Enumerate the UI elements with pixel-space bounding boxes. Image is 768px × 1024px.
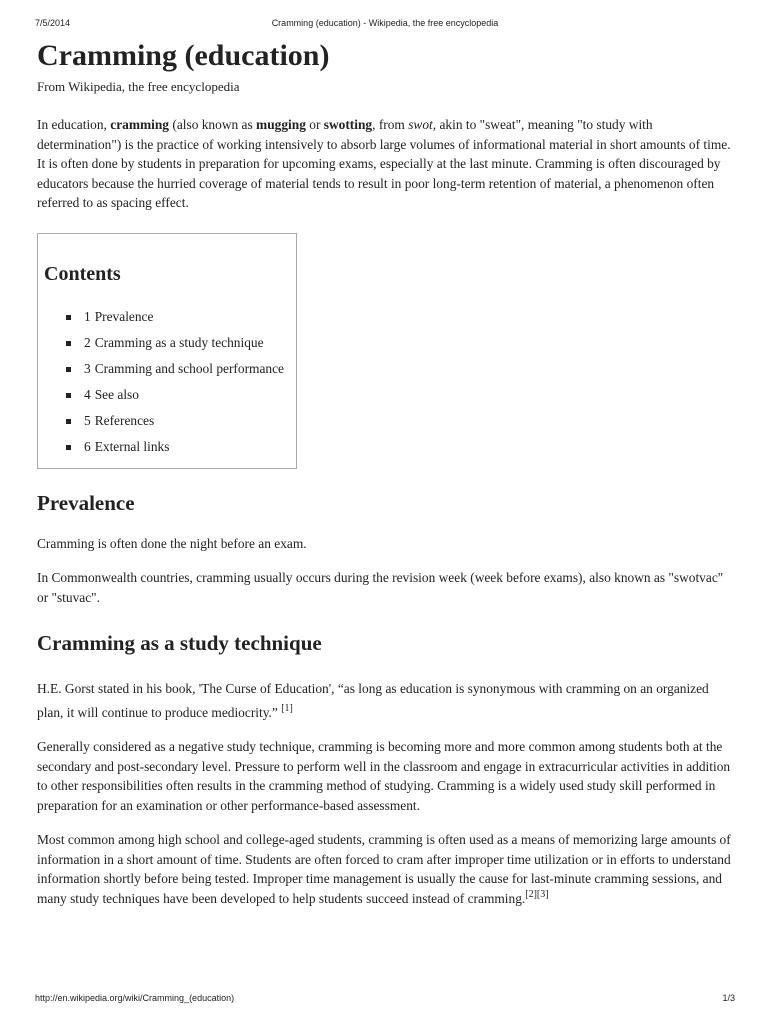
table-of-contents <box>37 233 297 469</box>
prevalence-paragraph-2: In Commonwealth countries, cramming usually occurs during the revision week (week before exams), also known as "swotvac" or "stuvac". <box>37 570 724 605</box>
bullet-icon <box>66 367 71 372</box>
toc-item[interactable] <box>64 304 296 330</box>
print-url: http://en.wikipedia.org/wiki/Cramming_(education) <box>35 993 235 1003</box>
intro-paragraph <box>37 115 732 213</box>
study-technique-paragraph-2: Generally considered as a negative study technique, cramming is becoming more and more common among students both at the secondary and post-secondary level. Pressure to perform well in the classroom and engage in extracurricular activities in addition to other responsibilities often results in the cramming method of studying. Cramming is a widely used study skill performed in preparation for an examination or other performance-based assessment. <box>37 739 731 813</box>
toc-item-number: 4 <box>84 386 91 402</box>
intro-text: (also known as <box>169 117 257 132</box>
bullet-icon <box>66 445 71 450</box>
paragraph-text: H.E. Gorst stated in his book, 'The Curse of Education', “as long as education is synonymous with cramming on an organized plan, it will continue to produce mediocrity.” <box>37 681 709 720</box>
paragraph-text: Most common among high school and college-aged students, cramming is often used as a means of memorizing large amounts of information in a short amount of time. Students are often forced to cram after improper time utilization or in efforts to understand information shortly before being tested. Improper time management is usually the cause for last-minute cramming sessions, and many study techniques have been developed to help students succeed instead of cramming. <box>37 832 731 906</box>
bullet-icon <box>66 341 71 346</box>
page-title: Cramming (education) <box>37 39 330 72</box>
toc-item-number: 5 <box>84 412 91 428</box>
article-content <box>37 38 732 908</box>
toc-title: Contents <box>44 262 121 285</box>
heading-study-technique: Cramming as a study technique <box>37 631 322 655</box>
heading-prevalence: Prevalence <box>37 490 135 515</box>
bullet-icon <box>66 315 71 320</box>
bullet-icon <box>66 419 71 424</box>
print-date: 7/5/2014 <box>35 18 71 28</box>
toc-item-number: 2 <box>84 334 91 350</box>
study-technique-paragraph-1 <box>37 677 732 725</box>
prevalence-paragraph-1: Cramming is often done the night before an exam. <box>37 535 307 551</box>
toc-item[interactable] <box>64 434 296 460</box>
toc-item-number: 6 <box>84 438 91 454</box>
intro-text: or <box>305 117 324 132</box>
toc-item-label[interactable]: References <box>94 412 155 428</box>
intro-text: akin to "sweat", meaning "to study with determination") is the practice of working intensively to absorb large volumes of informational material in short amounts of time. It is often done by students in preparation for upcoming exams, especially at the last minute. Cramming is often discouraged by educators because the hurried coverage of material tends to result in poor long-term retention of material, a phenomenon often referred to as spacing effect. <box>37 117 731 210</box>
term-swot: swot, <box>408 117 437 132</box>
toc-item-label[interactable]: Cramming as a study technique <box>94 334 264 350</box>
site-tagline: From Wikipedia, the free encyclopedia <box>37 79 240 94</box>
study-technique-paragraph-3 <box>37 830 732 908</box>
bullet-icon <box>66 393 71 398</box>
toc-item[interactable] <box>64 408 296 434</box>
citation-link[interactable]: [1] <box>281 703 293 714</box>
toc-item-label[interactable]: Cramming and school performance <box>94 360 284 376</box>
page-number: 1/3 <box>722 993 735 1003</box>
toc-item-number: 1 <box>84 308 91 324</box>
toc-list <box>44 304 296 460</box>
toc-item[interactable] <box>64 356 296 382</box>
intro-text: In education, <box>37 117 111 132</box>
toc-item-label[interactable]: See also <box>94 386 139 402</box>
toc-item[interactable] <box>64 382 296 408</box>
citation-link[interactable]: [2][3] <box>525 888 549 900</box>
toc-item-label[interactable]: External links <box>94 438 170 454</box>
toc-item-number: 3 <box>84 360 91 376</box>
toc-item[interactable] <box>64 330 296 356</box>
toc-item-label[interactable]: Prevalence <box>94 308 154 324</box>
print-doc-title: Cramming (education) - Wikipedia, the free encyclopedia <box>271 18 499 28</box>
term-cramming: cramming <box>110 117 170 132</box>
term-swotting: swotting <box>323 117 373 132</box>
term-mugging: mugging <box>256 117 306 132</box>
intro-text: , from <box>372 117 409 132</box>
